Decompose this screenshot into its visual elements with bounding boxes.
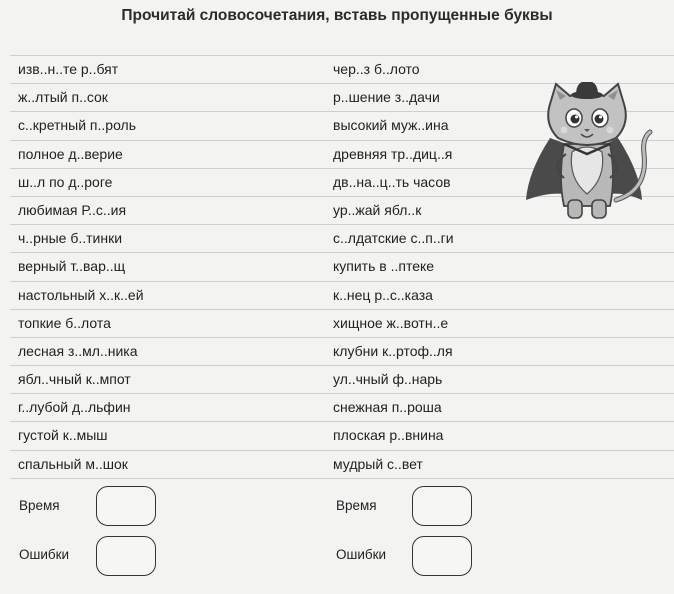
right-phrase: к..нец р..с..каза <box>333 286 433 303</box>
list-row <box>10 282 674 310</box>
left-phrase: топкие б..лота <box>18 314 111 331</box>
time-label-left: Время <box>19 498 60 513</box>
list-row <box>10 422 674 450</box>
left-phrase: ч..рные б..тинки <box>18 230 123 247</box>
right-phrase: р..шение з..дачи <box>333 89 440 106</box>
left-phrase: верный т..вар..щ <box>18 258 126 275</box>
left-phrase: г..лубой д..льфин <box>18 399 131 416</box>
left-phrase: ш..л по д..роге <box>18 173 113 190</box>
list-row <box>10 338 674 366</box>
time-label-right: Время <box>336 498 377 513</box>
left-phrase: густой к..мыш <box>18 427 108 444</box>
left-phrase: ж..лтый п..сок <box>18 89 108 106</box>
right-phrase: высокий муж..ина <box>333 117 449 134</box>
right-phrase: мудрый с..вет <box>333 455 423 472</box>
right-phrase: с..лдатские с..п..ги <box>333 230 454 247</box>
list-row <box>10 55 674 84</box>
errors-label-right: Ошибки <box>336 547 387 562</box>
list-row <box>10 394 674 422</box>
list-row <box>10 253 674 281</box>
errors-box-left[interactable] <box>96 536 156 576</box>
left-phrase: любимая Р..с..ия <box>18 201 127 218</box>
cat-icon <box>520 82 656 222</box>
list-row <box>10 366 674 394</box>
right-phrase: дв..на..ц..ть часов <box>333 173 451 190</box>
page-title: Прочитай словосочетания, вставь пропущенные буквы <box>121 7 553 24</box>
left-phrase: изв..н..те р..бят <box>18 61 119 77</box>
right-phrase: снежная п..роша <box>333 399 442 416</box>
left-phrase: настольный х..к..ей <box>18 286 144 303</box>
right-phrase: чер..з б..лото <box>333 61 420 77</box>
right-phrase: древняя тр..диц..я <box>333 145 453 162</box>
left-phrase: лесная з..мл..ника <box>18 342 138 359</box>
right-phrase: ул..чный ф..нарь <box>333 371 443 388</box>
right-phrase: ур..жай ябл..к <box>333 201 422 218</box>
list-row <box>10 451 674 479</box>
right-phrase: клубни к..ртоф..ля <box>333 342 453 359</box>
left-phrase: спальный м..шок <box>18 455 128 472</box>
errors-label-left: Ошибки <box>19 547 70 562</box>
errors-box-right[interactable] <box>412 536 472 576</box>
time-box-right[interactable] <box>412 486 472 526</box>
left-phrase: полное д..верие <box>18 145 123 162</box>
list-row <box>10 225 674 253</box>
list-row <box>10 310 674 338</box>
time-box-left[interactable] <box>96 486 156 526</box>
right-phrase: плоская р..внина <box>333 427 444 444</box>
left-phrase: ябл..чный к..мпот <box>18 371 131 388</box>
left-phrase: с..кретный п..роль <box>18 117 137 134</box>
right-phrase: купить в ..птеке <box>333 258 435 275</box>
right-phrase: хищное ж..вотн..е <box>333 314 449 331</box>
